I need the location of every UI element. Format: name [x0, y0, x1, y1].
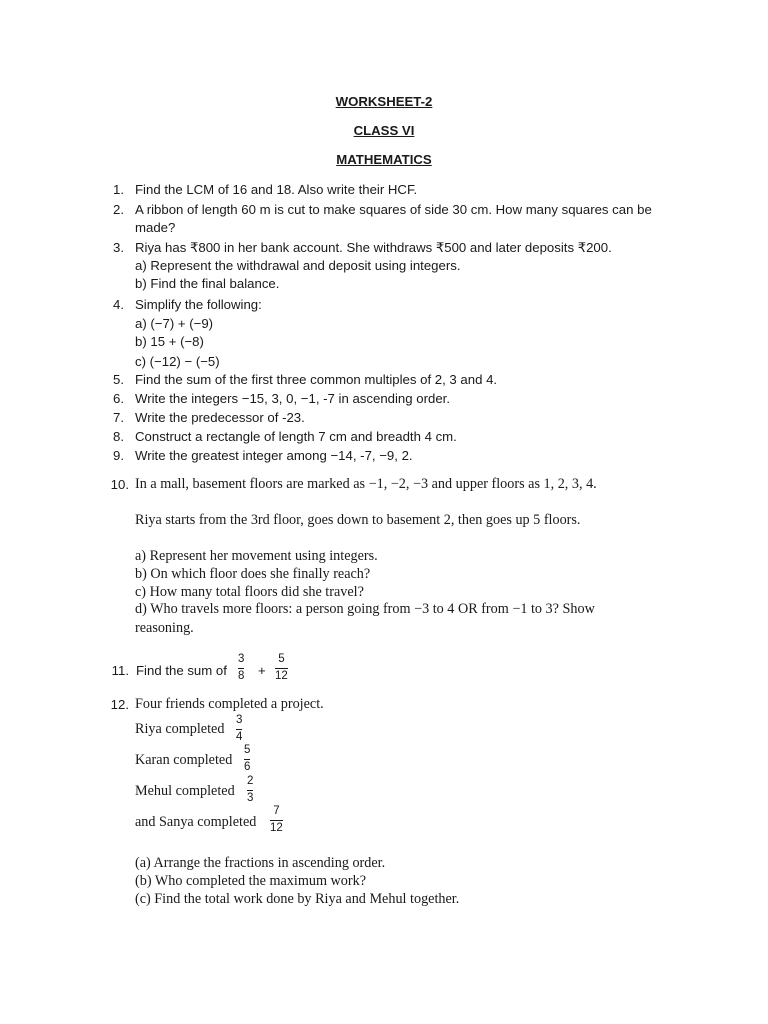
question-text: Find the LCM of 16 and 18. Also write their HCF.: [135, 182, 418, 197]
sub-question: b) On which floor does she finally reach?: [135, 566, 371, 582]
sub-question: (b) Who completed the maximum work?: [135, 873, 367, 889]
question-number: 7.: [113, 410, 124, 425]
question-number: 9.: [113, 448, 124, 463]
worksheet-title: WORKSHEET-2: [335, 94, 433, 109]
fraction-denominator: 4: [236, 731, 243, 743]
question-text: Write the integers −15, 3, 0, −1, -7 in ascending order.: [135, 391, 450, 406]
fraction-bar: [275, 668, 288, 669]
question-text-continued: made?: [135, 220, 176, 235]
question-number: 12.: [110, 697, 129, 712]
question-text: Construct a rectangle of length 7 cm and breadth 4 cm.: [135, 429, 457, 444]
question-text: Four friends completed a project.: [135, 696, 324, 712]
fraction-bar: [238, 668, 244, 669]
sub-question-continued: reasoning.: [135, 620, 194, 636]
friend-line: Karan completed: [135, 752, 233, 768]
question-number: 1.: [113, 182, 124, 197]
fraction-bar: [236, 729, 242, 730]
question-number: 6.: [113, 391, 124, 406]
question-number: 11.: [111, 663, 129, 678]
sub-question: b) Find the final balance.: [135, 276, 280, 291]
fraction: [275, 653, 288, 683]
question-text: A ribbon of length 60 m is cut to make squares of side 30 cm. How many squares can be: [135, 202, 652, 217]
sub-question: a) (−7) + (−9): [135, 316, 214, 331]
question-text: Riya has ₹800 in her bank account. She withdraws ₹500 and later deposits ₹200.: [135, 240, 612, 255]
fraction-bar: [244, 759, 250, 760]
sub-question: c) (−12) − (−5): [135, 354, 220, 369]
sub-question: c) How many total floors did she travel?: [135, 584, 364, 600]
fraction: [270, 805, 283, 835]
question-text: Find the sum of: [136, 663, 227, 678]
fraction: [236, 714, 242, 744]
fraction-numerator: 3: [238, 653, 245, 665]
fraction-numerator: 5: [244, 744, 251, 756]
sub-question: a) Represent the withdrawal and deposit using integers.: [135, 258, 461, 273]
sub-question: (a) Arrange the fractions in ascending order.: [135, 855, 386, 871]
fraction-denominator: 12: [270, 822, 283, 834]
question-text: In a mall, basement floors are marked as −1, −2, −3 and upper floors as 1, 2, 3, 4.: [135, 476, 597, 492]
fraction-denominator: 6: [244, 761, 251, 773]
question-text: Write the predecessor of -23.: [135, 410, 305, 425]
sub-question: a) Represent her movement using integers.: [135, 548, 378, 564]
sub-question: (c) Find the total work done by Riya and Mehul together.: [135, 891, 460, 907]
friend-line: Riya completed: [135, 721, 225, 737]
fraction-numerator: 5: [278, 653, 285, 665]
fraction: [238, 653, 244, 683]
question-number: 10.: [110, 477, 129, 492]
fraction-denominator: 8: [238, 670, 245, 682]
fraction: [244, 744, 250, 774]
fraction-bar: [247, 790, 253, 791]
class-title: CLASS VI: [353, 123, 415, 138]
fraction-denominator: 3: [247, 792, 254, 804]
fraction: [247, 775, 253, 805]
subject-title: MATHEMATICS: [336, 152, 432, 167]
friend-line: and Sanya completed: [135, 814, 257, 830]
question-number: 3.: [113, 240, 124, 255]
question-number: 8.: [113, 429, 124, 444]
question-number: 5.: [113, 372, 124, 387]
friend-line: Mehul completed: [135, 783, 235, 799]
question-number: 4.: [113, 297, 124, 312]
question-scenario: Riya starts from the 3rd floor, goes down to basement 2, then goes up 5 floors.: [135, 512, 581, 528]
fraction-numerator: 7: [273, 805, 280, 817]
fraction-numerator: 2: [247, 775, 254, 787]
fraction-denominator: 12: [275, 670, 288, 682]
sub-question: b) 15 + (−8): [135, 334, 204, 349]
question-text: Simplify the following:: [135, 297, 262, 312]
plus-sign: +: [258, 663, 266, 678]
sub-question: d) Who travels more floors: a person going from −3 to 4 OR from −1 to 3? Show: [135, 601, 595, 617]
fraction-numerator: 3: [236, 714, 243, 726]
question-text: Find the sum of the first three common multiples of 2, 3 and 4.: [135, 372, 498, 387]
question-text: Write the greatest integer among −14, -7, −9, 2.: [135, 448, 413, 463]
question-number: 2.: [113, 202, 124, 217]
fraction-bar: [270, 820, 283, 821]
